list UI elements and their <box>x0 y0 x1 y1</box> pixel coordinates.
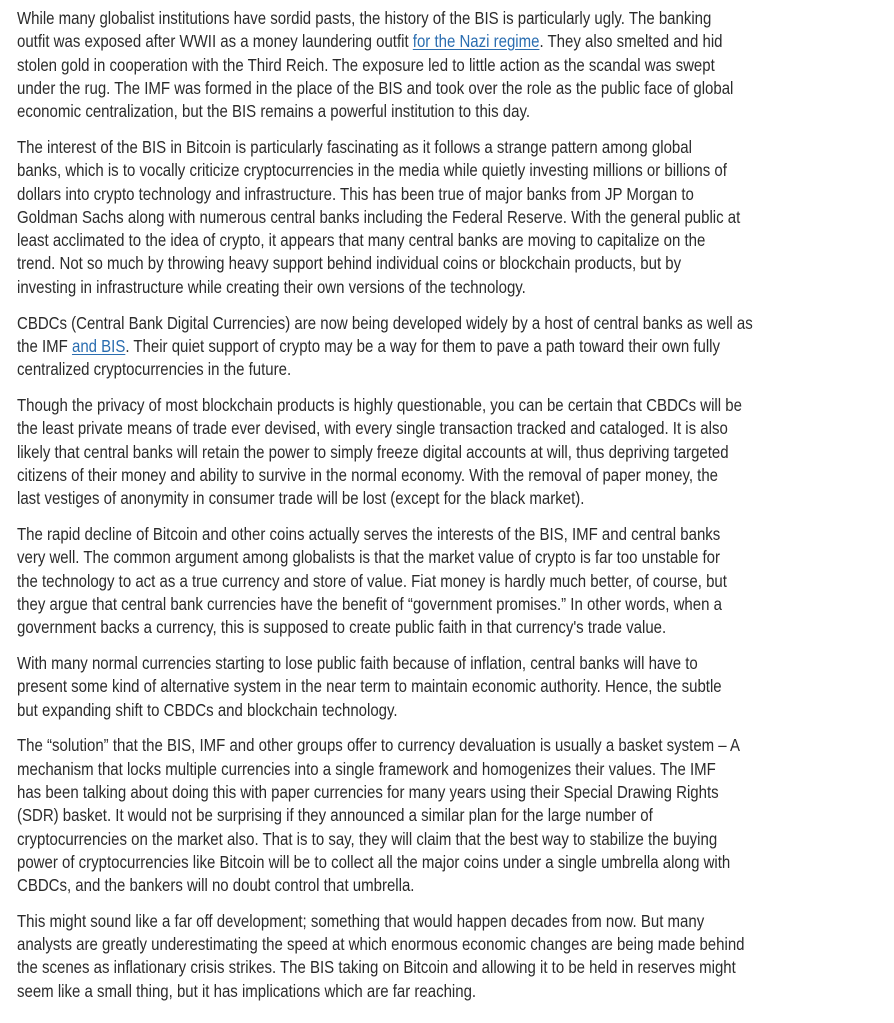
paragraph-cbdcs <box>17 312 879 382</box>
text-line <box>17 30 879 53</box>
article-body <box>17 7 879 1016</box>
paragraph-basket-system <box>17 734 879 897</box>
text-segment: outfit was exposed after WWII as a money laundering outfit <box>17 31 413 52</box>
text-line: stolen gold in cooperation with the Third Reich. The exposure led to little action as the scandal was swept <box>17 54 715 75</box>
link-and-bis[interactable]: and BIS <box>71 335 126 356</box>
text-line: under the rug. The IMF was formed in the place of the BIS and took over the role as the public face of global <box>17 77 734 98</box>
text-line: (SDR) basket. It would not be surprising if they announced a similar plan for the large number of <box>17 805 653 826</box>
text-line: but expanding shift to CBDCs and blockchain technology. <box>17 699 398 720</box>
paragraph-inflation <box>17 652 879 722</box>
text-line: analysts are greatly underestimating the speed at which enormous economic changes are being made behind <box>17 934 745 955</box>
text-line: Goldman Sachs along with numerous central banks including the Federal Reserve. With the general public at <box>17 206 741 227</box>
text-line: mechanism that locks multiple currencies into a single framework and homogenizes their values. The IMF <box>17 758 716 779</box>
text-line: CBDCs, and the bankers will no doubt control that umbrella. <box>17 875 415 896</box>
text-line: centralized cryptocurrencies in the future. <box>17 359 292 380</box>
text-line: With many normal currencies starting to lose public faith because of inflation, central banks will have to <box>17 652 698 673</box>
text-line: the scenes as inflationary crisis strikes. The BIS taking on Bitcoin and allowing it to be held in reserves might <box>17 957 736 978</box>
text-segment: . Their quiet support of crypto may be a way for them to pave a path toward their own fully <box>125 335 721 356</box>
text-line: investing in infrastructure while creating their own versions of the technology. <box>17 276 526 297</box>
text-line <box>17 335 879 358</box>
text-line: very well. The common argument among globalists is that the market value of crypto is far too unstable for <box>17 547 720 568</box>
text-line: cryptocurrencies on the market also. That is to say, they will claim that the best way to stabilize the buying <box>17 828 718 849</box>
text-line: seem like a small thing, but it has implications which are far reaching. <box>17 980 477 1001</box>
text-line: citizens of their money and ability to survive in the normal economy. With the removal of paper money, the <box>17 464 719 485</box>
text-line: power of cryptocurrencies like Bitcoin will be to collect all the major coins under a single umbrella along with <box>17 851 731 872</box>
text-line: likely that central banks will retain the power to simply freeze digital accounts at will, thus depriving targeted <box>17 441 729 462</box>
paragraph-bis-history <box>17 7 879 123</box>
text-segment: the IMF <box>17 335 72 356</box>
text-line: dollars into crypto technology and infrastructure. This has been true of major banks from JP Morgan to <box>17 183 694 204</box>
text-line: government backs a currency, this is supposed to create public faith in that currency's trade value. <box>17 617 667 638</box>
text-line: least acclimated to the idea of crypto, it appears that many central banks are moving to capitalize on the <box>17 230 706 251</box>
paragraph-privacy <box>17 394 879 510</box>
text-line: While many globalist institutions have sordid pasts, the history of the BIS is particularly ugly. The banking <box>17 8 712 28</box>
paragraph-bis-bitcoin-interest <box>17 136 879 299</box>
text-line: trend. Not so much by throwing heavy support behind individual coins or blockchain products, but by <box>17 253 682 274</box>
text-line: CBDCs (Central Bank Digital Currencies) are now being developed widely by a host of central banks as well as <box>17 312 753 333</box>
paragraph-rapid-decline <box>17 523 879 639</box>
text-line: Though the privacy of most blockchain products is highly questionable, you can be certain that CBDCs will be <box>17 394 742 415</box>
text-line: This might sound like a far off development; something that would happen decades from now. But many <box>17 910 705 931</box>
text-line: banks, which is to vocally criticize cryptocurrencies in the media while quietly investing millions or billions of <box>17 160 727 181</box>
paragraph-far-off-development <box>17 910 879 1003</box>
text-line: they argue that central bank currencies have the benefit of “government promises.” In other words, when a <box>17 593 722 614</box>
text-segment: . They also smelted and hid <box>539 31 723 52</box>
text-line: has been talking about doing this with paper currencies for many years using their Special Drawing Rights <box>17 781 719 802</box>
link-nazi-regime[interactable]: for the Nazi regime <box>412 31 540 52</box>
text-line: economic centralization, but the BIS remains a powerful institution to this day. <box>17 101 531 122</box>
text-line: The rapid decline of Bitcoin and other coins actually serves the interests of the BIS, IMF and central banks <box>17 523 721 544</box>
text-line: last vestiges of anonymity in consumer trade will be lost (except for the black market). <box>17 488 585 509</box>
text-line: the least private means of trade ever devised, with every single transaction tracked and cataloged. It is also <box>17 418 728 439</box>
text-line: The interest of the BIS in Bitcoin is particularly fascinating as it follows a strange pattern among global <box>17 136 692 157</box>
text-line: present some kind of alternative system in the near term to maintain economic authority. Hence, the subtle <box>17 676 722 697</box>
text-line: The “solution” that the BIS, IMF and other groups offer to currency devaluation is usually a basket system – A <box>17 735 740 756</box>
text-line: the technology to act as a true currency and store of value. Fiat money is hardly much better, of course, but <box>17 570 727 591</box>
